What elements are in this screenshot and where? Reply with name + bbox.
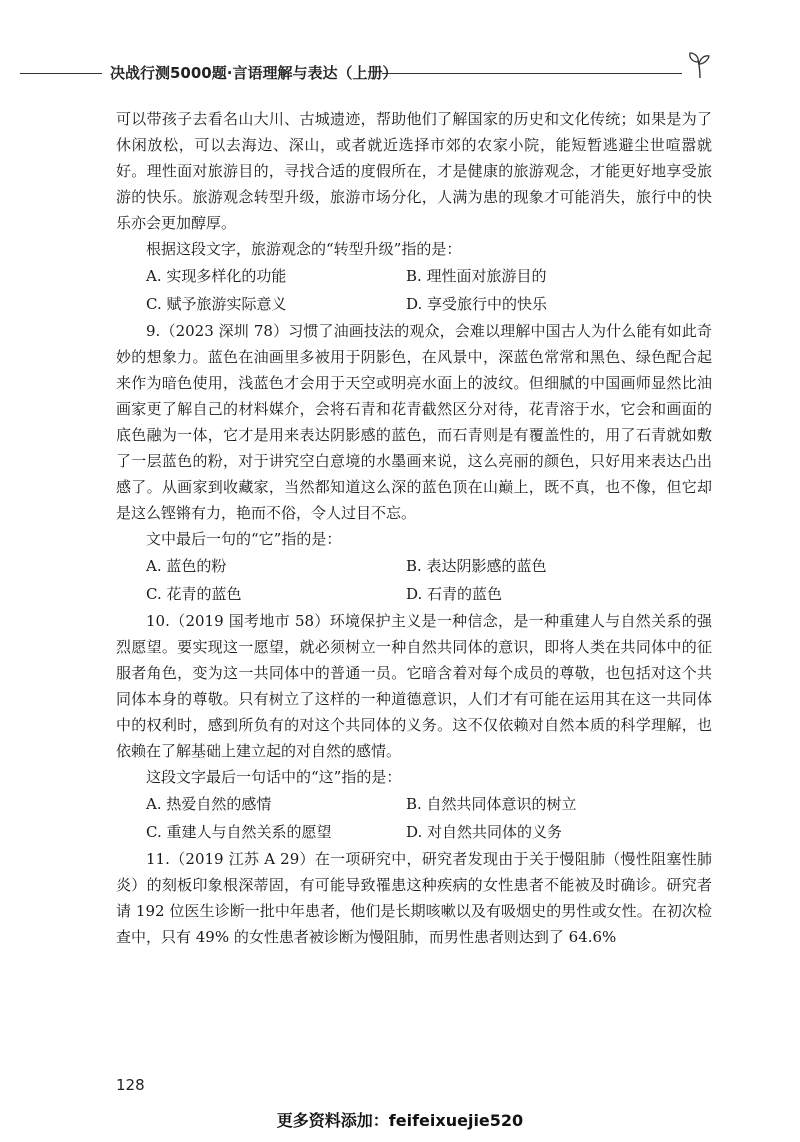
question-9-options [146,552,712,608]
question-10-prompt: 这段文字最后一句话中的“这”指的是： [146,768,402,786]
option-d: D. 对自然共同体的义务 [406,823,563,841]
option-c: C. 花青的蓝色 [146,585,242,603]
page-number: 128 [116,1076,145,1094]
header-rule-left [20,73,102,74]
page-content [116,106,712,950]
question-9-prompt: 文中最后一句的“它”指的是： [146,530,342,548]
option-a: A. 蓝色的粉 [146,557,227,575]
question-9-passage: 9.（2023 深圳 78）习惯了油画技法的观众，会难以理解中国古人为什么能有如此奇妙的想象力。蓝色在油画里多被用于阴影色，在风景中，深蓝色常常和黑色、绿色配合起来作为暗色使用，浅蓝色才会用于天空或明亮水面上的波纹。但细腻的中国画师显然比油画家更了解自己的材料媒介，会将石青和花青截然区分对待，花青溶于水，它会和画面的底色融为一体，它才是用来表达阴影感的蓝色，而石青则是有覆盖性的，用了石青就如敷了一层蓝色的粉，对于讲究空白意境的水墨画来说，这么亮丽的颜色，只好用来表达凸出感了。从画家到收藏家，当然都知道这么深的蓝色顶在山巅上，既不真，也不像，但它却是这么铿锵有力，艳而不俗，令人过目不忘。 [116,322,712,522]
option-a: A. 实现多样化的功能 [146,267,287,285]
sprout-icon [680,48,720,88]
question-10-options [146,790,712,846]
option-d: D. 享受旅行中的快乐 [406,295,548,313]
option-b: B. 理性面对旅游目的 [406,267,547,285]
question-8-options [146,262,712,318]
footer-note: 更多资料添加：feifeixuejie520 [276,1111,524,1130]
question-8-prompt: 根据这段文字，旅游观念的“转型升级”指的是： [146,240,462,258]
option-c: C. 赋予旅游实际意义 [146,295,287,313]
question-10-passage: 10.（2019 国考地市 58）环境保护主义是一种信念，是一种重建人与自然关系的强烈愿望。要实现这一愿望，就必须树立一种自然共同体的意识，即将人类在共同体中的征服者角色，变为这一共同体中的普通一员。它暗含着对每个成员的尊敬，也包括对这个共同体本身的尊敬。只有树立了这样的一种道德意识，人们才有可能在运用其在这一共同体中的权利时，感到所负有的对这个共同体的义务。这不仅依赖对自然本质的科学理解，也依赖在了解基础上建立起的对自然的感情。 [116,612,712,760]
option-a: A. 热爱自然的感情 [146,795,272,813]
question-11-passage: 11.（2019 江苏 A 29）在一项研究中，研究者发现由于关于慢阻肺（慢性阻塞性肺炎）的刻板印象根深蒂固，有可能导致罹患这种疾病的女性患者不能被及时确诊。研究者请 192 位医生诊断一批中年患者，他们是长期咳嗽以及有吸烟史的男性或女性。在初次检查中，只有 49% 的女性患者被诊断为慢阻肺，而男性患者则达到了 64.6% [116,850,712,946]
header-title: 决战行测5000题·言语理解与表达（上册） [110,64,398,82]
header-rule-right [382,73,682,74]
option-b: B. 表达阴影感的蓝色 [406,557,547,575]
option-d: D. 石青的蓝色 [406,585,503,603]
option-c: C. 重建人与自然关系的愿望 [146,823,332,841]
running-header [0,56,800,90]
option-b: B. 自然共同体意识的树立 [406,795,577,813]
passage-continued: 可以带孩子去看名山大川、古城遗迹，帮助他们了解国家的历史和文化传统；如果是为了休闲放松，可以去海边、深山，或者就近选择市郊的农家小院，能短暂逃避尘世喧嚣就好。理性面对旅游目的，寻找合适的度假所在，才是健康的旅游观念，才能更好地享受旅游的快乐。旅游观念转型升级，旅游市场分化，人满为患的现象才可能消失，旅行中的快乐亦会更加醇厚。 [116,110,712,232]
